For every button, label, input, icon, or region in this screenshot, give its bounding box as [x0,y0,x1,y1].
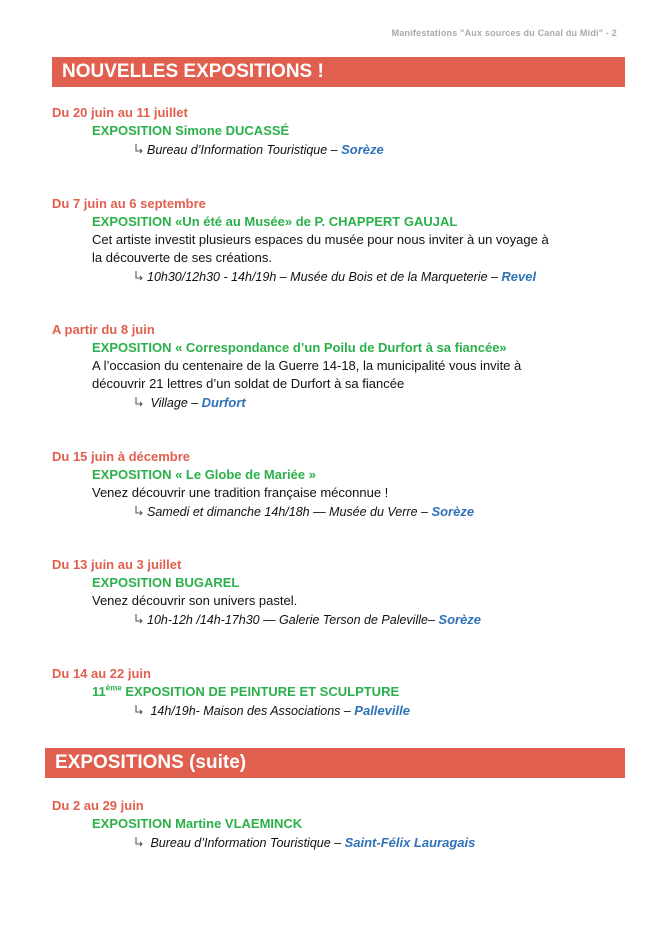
event-item [52,556,622,630]
location-town: Durfort [201,395,246,410]
event-item [52,321,622,413]
event-location [52,701,622,721]
event-item [52,665,622,721]
event-title [52,683,622,701]
event-item [52,797,622,853]
arrow-bent-icon [134,144,144,155]
event-location [52,140,622,160]
event-title: EXPOSITION « Le Globe de Mariée » [92,467,316,482]
event-title-number: 11 [92,684,106,699]
event-title: EXPOSITION Simone DUCASSÉ [92,123,290,138]
event-date: Du 14 au 22 juin [52,666,151,681]
arrow-bent-icon [134,506,144,517]
event-location [52,610,622,630]
location-text: Samedi et dimanche 14h/18h — Musée du Verre – [147,505,432,519]
event-description-line: la découverte de ses créations. [92,250,272,265]
event-date: Du 15 juin à décembre [52,449,190,464]
event-item [52,195,622,287]
arrow-bent-icon [134,397,144,408]
location-town: Revel [501,269,537,284]
running-header: Manifestations "Aux sources du Canal du Midi" - 2 [391,28,617,38]
section-banner-exhibitions-continued: EXPOSITIONS (suite) [45,748,625,778]
location-town: Palleville [354,703,410,718]
event-item [52,448,622,522]
event-description-line: découvrir 21 lettres d’un soldat de Durfort à sa fiancée [92,376,405,391]
arrow-bent-icon [134,614,144,625]
location-text: Bureau d’Information Touristique – [147,143,342,157]
location-text: Village – [147,396,202,410]
arrow-bent-icon [134,271,144,282]
event-date: Du 7 juin au 6 septembre [52,196,206,211]
location-town: Sorèze [341,142,384,157]
arrow-bent-icon [134,837,144,848]
event-title-text: EXPOSITION DE PEINTURE ET SCULPTURE [121,684,400,699]
event-date: Du 13 juin au 3 juillet [52,557,182,572]
event-location [52,267,622,287]
location-text: Bureau d’Information Touristique – [147,836,345,850]
event-item [52,104,622,160]
location-town: Saint-Félix Lauragais [344,835,476,850]
event-title: EXPOSITION «Un été au Musée» de P. CHAPPERT GAUJAL [92,214,458,229]
event-date: A partir du 8 juin [52,322,155,337]
event-title: EXPOSITION BUGAREL [92,575,240,590]
event-date: Du 20 juin au 11 juillet [52,105,188,120]
event-location [52,502,622,522]
event-description-line: Cet artiste investit plusieurs espaces du musée pour nous inviter à un voyage à [92,232,549,247]
event-description-line: A l’occasion du centenaire de la Guerre 14-18, la municipalité vous invite à [92,358,522,373]
section-banner-new-exhibitions: NOUVELLES EXPOSITIONS ! [52,57,625,87]
arrow-bent-icon [134,705,144,716]
event-description-line: Venez découvrir une tradition française méconnue ! [92,485,389,500]
location-text: 10h30/12h30 - 14h/19h – Musée du Bois et de la Marqueterie – [147,270,502,284]
event-location [52,833,622,853]
event-location [52,393,622,413]
event-title: EXPOSITION « Correspondance d’un Poilu de Durfort à sa fiancée» [92,340,507,355]
event-date: Du 2 au 29 juin [52,798,144,813]
location-town: Sorèze [438,612,482,627]
location-text: 14h/19h- Maison des Associations – [147,704,355,718]
event-title-superscript: ème [105,683,122,693]
location-town: Sorèze [431,504,475,519]
event-description-line: Venez découvrir son univers pastel. [92,593,298,608]
location-text: 10h-12h /14h-17h30 — Galerie Terson de Paleville– [147,613,439,627]
event-title: EXPOSITION Martine VLAEMINCK [92,816,303,831]
